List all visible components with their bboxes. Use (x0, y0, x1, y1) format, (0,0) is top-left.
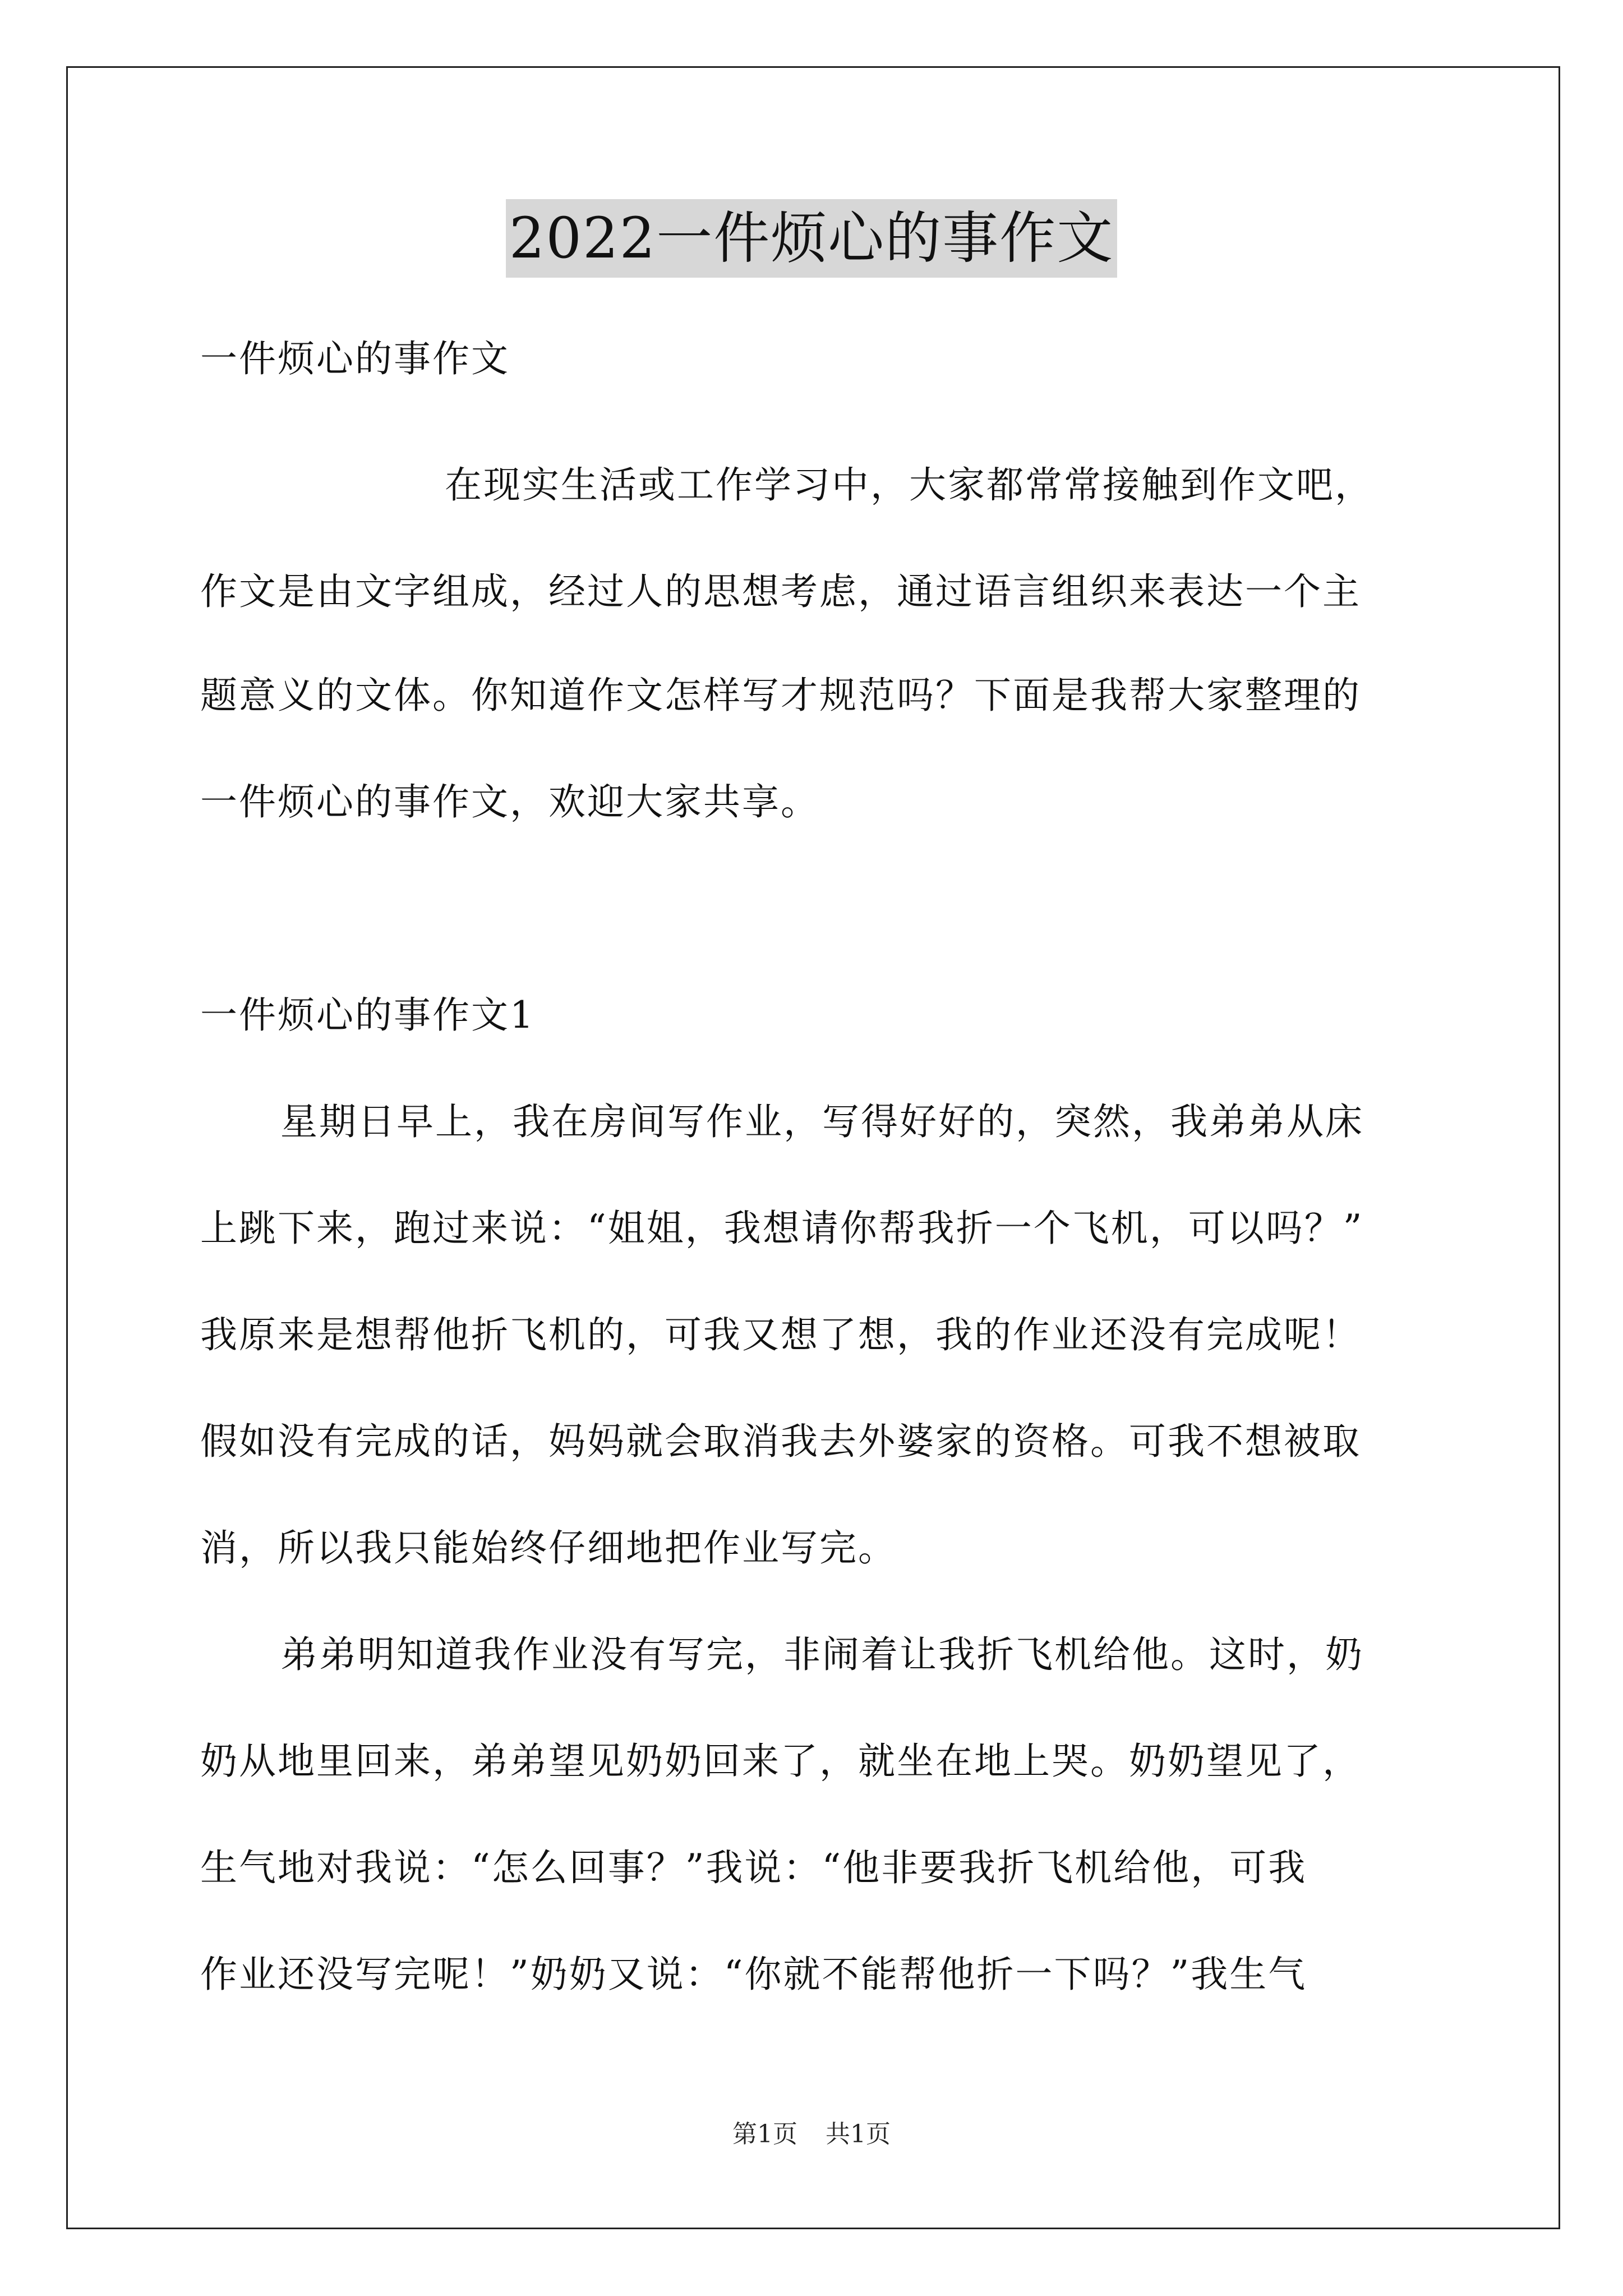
paragraph-line: 作业还没写完呢！”奶奶又说：“你就不能帮他折一下吗？”我生气 (200, 1953, 1307, 1996)
paragraph-line: 消，所以我只能始终仔细地把作业写完。 (200, 1526, 897, 1570)
paragraph-line: 我原来是想帮他折飞机的，可我又想了想，我的作业还没有完成呢！ (200, 1313, 1361, 1356)
subtitle-line: 一件烦心的事作文 (200, 337, 510, 380)
page-border (66, 66, 1560, 2229)
paragraph-line: 生气地对我说：“怎么回事？”我说：“他非要我折飞机给他，可我 (200, 1846, 1307, 1889)
paragraph-line: 假如没有完成的话，妈妈就会取消我去外婆家的资格。可我不想被取 (200, 1420, 1361, 1463)
page-footer (0, 2118, 1623, 2151)
paragraph-line: 奶从地里回来，弟弟望见奶奶回来了，就坐在地上哭。奶奶望见了， (200, 1740, 1361, 1783)
paragraph-line: 作文是由文字组成，经过人的思想考虑，通过语言组织来表达一个主 (200, 570, 1361, 613)
document-title: 2022一件烦心的事作文 (506, 199, 1118, 278)
paragraph-line: 弟弟明知道我作业没有写完，非闹着让我折飞机给他。这时，奶 (280, 1633, 1364, 1676)
section-heading: 一件烦心的事作文1 (200, 993, 535, 1037)
paragraph-line: 一件烦心的事作文，欢迎大家共享。 (200, 780, 819, 823)
paragraph-line: 上跳下来，跑过来说：“姐姐，我想请你帮我折一个飞机，可以吗？” (200, 1207, 1364, 1250)
paragraph-line: 在现实生活或工作学习中，大家都常常接触到作文吧， (445, 463, 1373, 507)
paragraph-line: 题意义的文体。你知道作文怎样写才规范吗？下面是我帮大家整理的 (200, 674, 1361, 717)
title-container (0, 199, 1623, 278)
page-number: 第1页 (732, 2120, 797, 2148)
paragraph-line: 星期日早上，我在房间写作业，写得好好的，突然，我弟弟从床 (280, 1100, 1364, 1143)
page-total: 共1页 (826, 2120, 891, 2148)
